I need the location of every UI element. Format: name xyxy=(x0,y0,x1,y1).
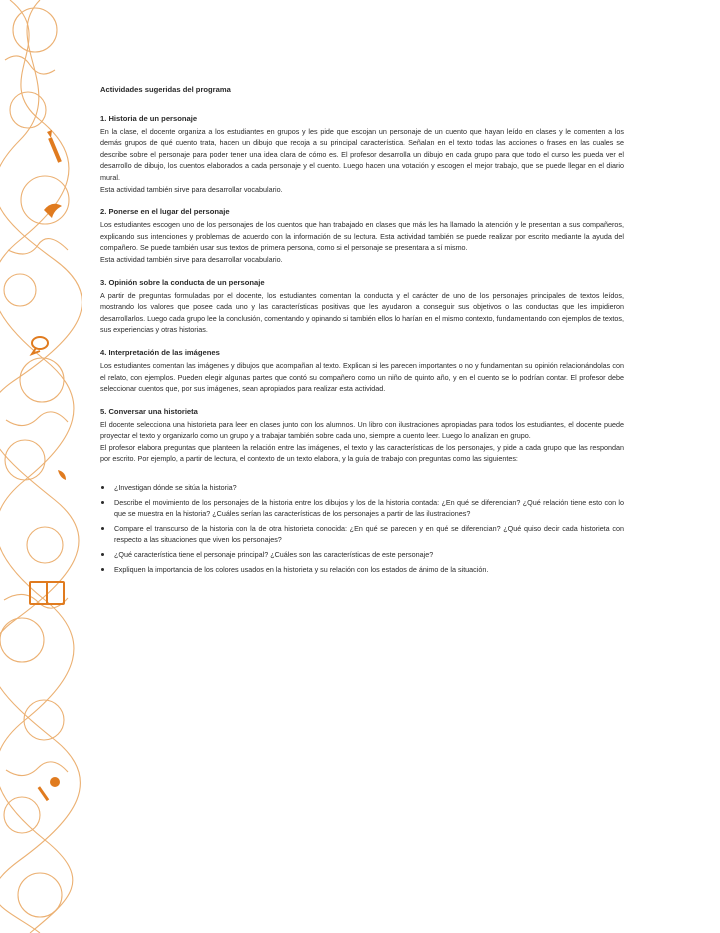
section-interpretacion-imagenes xyxy=(100,347,624,395)
decorative-orange-border xyxy=(0,0,82,933)
section-paragraph: El docente selecciona una historieta para leer en clases junto con los alumnos. Un libro con ilustraciones apropiadas para todos los estudiantes, el docente puede proyectar el texto y organizarlo como un grupo y a trabajar también sobre cada uno, siempre a cuento leer. Luego lo analizan en grupo. xyxy=(100,419,624,441)
section-paragraph: Los estudiantes comentan las imágenes y dibujos que acompañan al texto. Explican si les parecen importantes o no y fundamentan su opinión relacionándolas con el relato, con ejemplos. Pueden elegir algunas partes que contó su compañero como un niño de quinto año, y en el cuento se lo podrían contar. El profesor debe seleccionar cuentos que, por sus imágenes, sean apropiados para realizar esta actividad. xyxy=(100,360,624,394)
section-heading: 1. Historia de un personaje xyxy=(100,113,198,123)
list-item: Compare el transcurso de la historia con la de otra historieta conocida: ¿En qué se parecen y en qué se diferencian? ¿Qué quiso decir cada historieta con respecto a las situaciones que viven los personajes? xyxy=(100,523,624,546)
section-paragraph: El profesor elabora preguntas que planteen la relación entre las imágenes, el texto y las características de los personajes, y pide a cada grupo que las respondan por escrito. Por ejemplo, a partir de lectura, el contexto de un texto elabora, y la guía de trabajo con preguntas como las siguientes: xyxy=(100,442,624,464)
section-heading: 5. Conversar una historieta xyxy=(100,406,198,416)
section-historia-personaje xyxy=(100,113,624,196)
microphone-icon xyxy=(38,777,60,801)
section-ponerse-en-lugar xyxy=(100,206,624,265)
section-conversar-historieta xyxy=(100,406,624,465)
section-paragraph: A partir de preguntas formuladas por el docente, los estudiantes comentan la conducta y el carácter de uno de los personajes principales de textos leídos, mostrando los valores que posee cada uno y las características positivas que les ayudaron a conseguir sus objetivos o las conductas que les impidieron desarrollarlos. Luego cada grupo lee la conclusión, comentando y opinando si también ellos lo harían en el mismo contexto, fundamentando con ejemplos de textos, sus experiencias y otras historias. xyxy=(100,290,624,335)
section-heading: 4. Interpretación de las imágenes xyxy=(100,347,220,357)
open-book-icon xyxy=(30,582,64,604)
question-list xyxy=(100,482,624,575)
section-heading: 3. Opinión sobre la conducta de un personaje xyxy=(100,277,265,287)
section-heading: 2. Ponerse en el lugar del personaje xyxy=(100,207,230,217)
list-item: Expliquen la importancia de los colores usados en la historieta y su relación con los estados de ánimo de la situación. xyxy=(100,564,624,576)
section-note: Esta actividad también sirve para desarrollar vocabulario. xyxy=(100,184,283,194)
list-item: ¿Investigan dónde se sitúa la historia? xyxy=(100,482,624,494)
speech-bubble-icon xyxy=(32,337,48,354)
pencil-icon xyxy=(47,130,60,162)
document-body xyxy=(100,84,624,578)
section-paragraph: En la clase, el docente organiza a los estudiantes en grupos y les pide que escojan un personaje de un cuento que hayan leído en clases y le comenten a los demás grupos de qué cuento trata, hacen un dibujo que recoja a su principal característica. Señalan en el texto todas las acciones o frases en las cuales se describe sobre el personaje para poder tener una idea clara de cómo es. El profesor desarrolla un dibujo en cada grupo para que todo el curso les pueda ver el desarrollo de dibujo, los cuentos elaborados a cada personaje y el cuento. Luego hacen una votación y escogen el mejor trabajo, que se puede llegar en el diario mural. xyxy=(100,126,624,182)
leaf-icon xyxy=(58,470,66,480)
list-item: ¿Qué característica tiene el personaje principal? ¿Cuáles son las características de este personaje? xyxy=(100,549,624,561)
section-note: Esta actividad también sirve para desarrollar vocabulario. xyxy=(100,254,283,264)
list-item: Describe el movimiento de los personajes de la historia entre los dibujos y los de la historia contada: ¿En qué se diferencian? ¿Qué relación tiene esto con lo que se muestra en la historia? ¿Cuáles serían las características de los personajes a partir de las ilustraciones? xyxy=(100,497,624,520)
section-paragraph: Los estudiantes escogen uno de los personajes de los cuentos que han trabajado en clases que más les ha llamado la atención y le presentan a sus compañeros, explicando sus intenciones y problemas de acuerdo con la información de su lectura. Esta actividad también se puede realizar por escrito mediante la ayuda del compañero. Se puede también usar sus textos de primera persona, como si el personaje se presentara a sí mismo. xyxy=(100,220,624,253)
section-opinion-conducta xyxy=(100,277,624,336)
page-title: Actividades sugeridas del programa xyxy=(100,85,231,94)
